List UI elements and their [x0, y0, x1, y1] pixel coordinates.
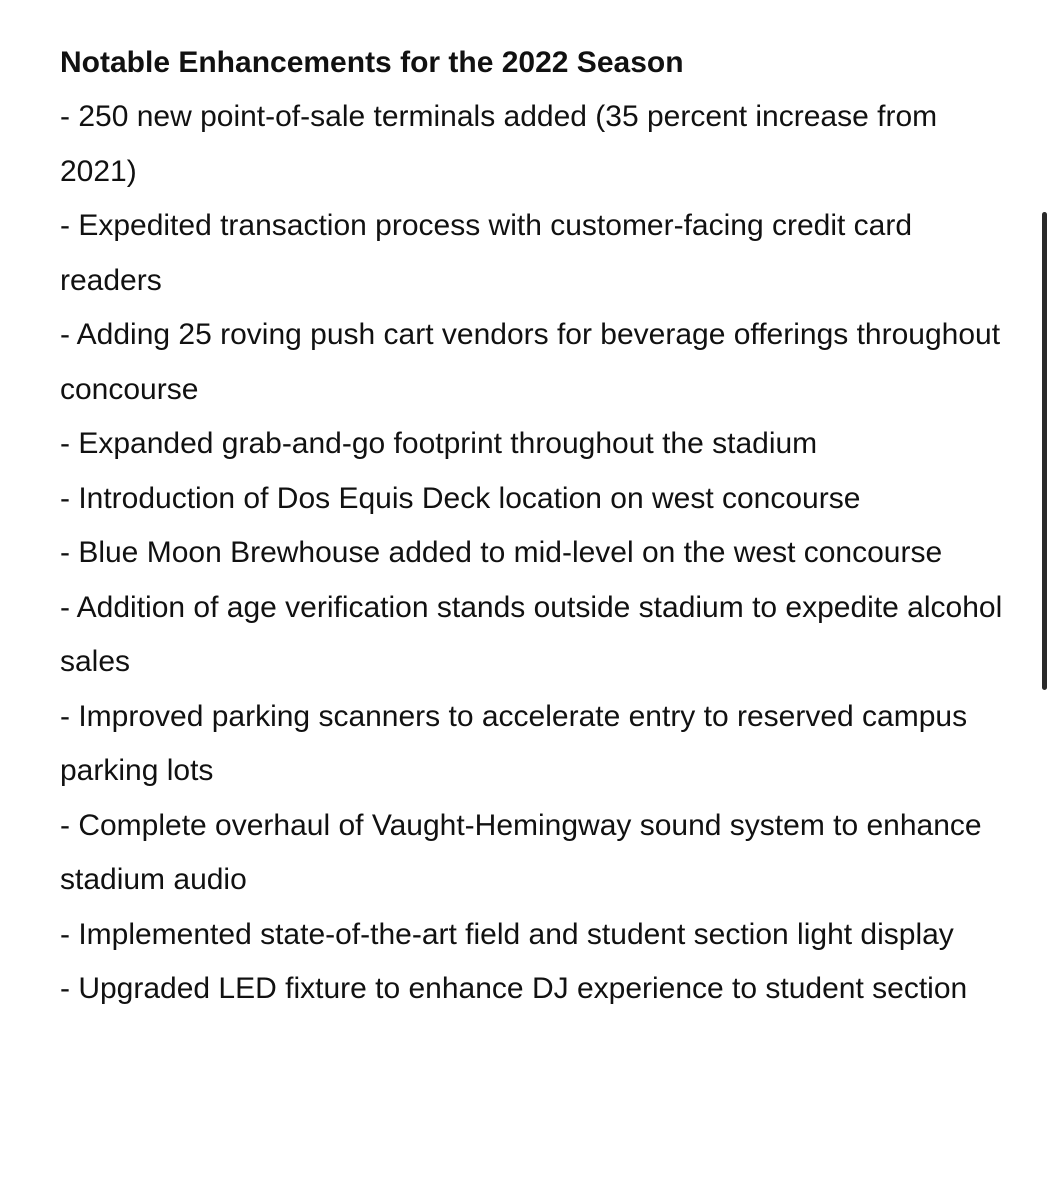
list-item: - Introduction of Dos Equis Deck location on west concourse: [60, 481, 861, 515]
list-item: - Expanded grab-and-go footprint throughout the stadium: [60, 427, 818, 460]
list-item: - Complete overhaul of Vaught-Hemingway sound system to enhance stadium audio: [60, 808, 982, 896]
document-title: Notable Enhancements for the 2022 Season: [60, 46, 684, 79]
list-item: - Expedited transaction process with customer-facing credit card readers: [60, 209, 913, 297]
enhancements-list: [60, 90, 1010, 1017]
list-item: - Improved parking scanners to accelerate entry to reserved campus parking lots: [60, 699, 968, 787]
scrollbar[interactable]: [1042, 212, 1047, 690]
list-item: - 250 new point-of-sale terminals added (35 percent increase from 2021): [60, 100, 938, 188]
list-item: - Adding 25 roving push cart vendors for beverage offerings throughout concourse: [60, 318, 1001, 406]
list-item: - Upgraded LED fixture to enhance DJ experience to student section: [60, 972, 968, 1005]
list-item: - Blue Moon Brewhouse added to mid-level on the west concourse: [60, 536, 943, 569]
document-body: [60, 36, 1010, 1017]
list-item: - Addition of age verification stands outside stadium to expedite alcohol sales: [60, 590, 1003, 678]
list-item: - Implemented state-of-the-art field and student section light display: [60, 917, 954, 951]
